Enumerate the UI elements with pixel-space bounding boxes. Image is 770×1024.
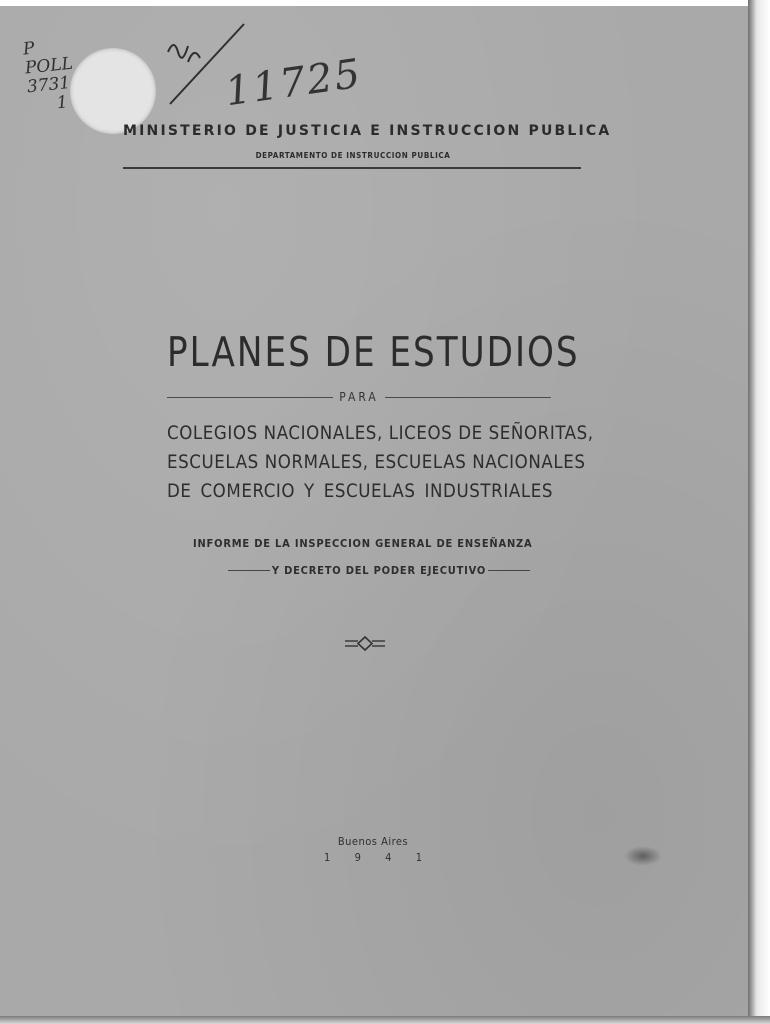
decreto-line-right [488, 570, 530, 571]
handwritten-ref-line-2: POLL [24, 53, 74, 79]
divider-line-left [167, 397, 333, 398]
ornament-icon [344, 634, 386, 654]
decreto-divider [228, 563, 530, 577]
handwritten-catalog-reference [22, 36, 78, 117]
divider-line-right [385, 397, 551, 398]
handwritten-accession-number: 11725 [222, 50, 365, 116]
handwritten-ref-line-4: 1 [55, 92, 69, 114]
year-digit: 9 [354, 851, 361, 864]
subtitle-line-1: COLEGIOS NACIONALES, LICEOS DE SEÑORITAS, [167, 423, 594, 444]
decreto-label: Y DECRETO DEL PODER EJECUTIVO [271, 563, 487, 577]
library-sticker [70, 48, 156, 134]
decreto-line-left [228, 570, 270, 571]
para-divider [167, 389, 551, 405]
publication-year [318, 851, 428, 864]
page-edge-right [748, 0, 770, 1024]
ink-smudge [624, 846, 662, 866]
document-title: PLANES DE ESTUDIOS [167, 328, 580, 376]
department-subheading: DEPARTAMENTO DE INSTRUCCION PUBLICA [255, 151, 451, 160]
year-digit: 4 [385, 851, 392, 864]
handwritten-ref-line-1: P [22, 38, 36, 60]
year-digit: 1 [415, 851, 422, 864]
year-digit: 1 [324, 851, 331, 864]
ministry-heading: MINISTERIO DE JUSTICIA E INSTRUCCION PUBLICA [123, 123, 612, 139]
header-rule [123, 167, 581, 169]
subtitle-line-3: DE COMERCIO Y ESCUELAS INDUSTRIALES [167, 481, 553, 502]
handwritten-ref-line-3: 3731 [26, 72, 72, 98]
para-label: PARA [339, 390, 379, 404]
subtitle-line-2: ESCUELAS NORMALES, ESCUELAS NACIONALES [167, 452, 586, 473]
page-edge-bottom [0, 1016, 770, 1024]
publication-city: Buenos Aires [337, 835, 409, 848]
informe-line: INFORME DE LA INSPECCION GENERAL DE ENSEÑANZA [193, 537, 533, 550]
